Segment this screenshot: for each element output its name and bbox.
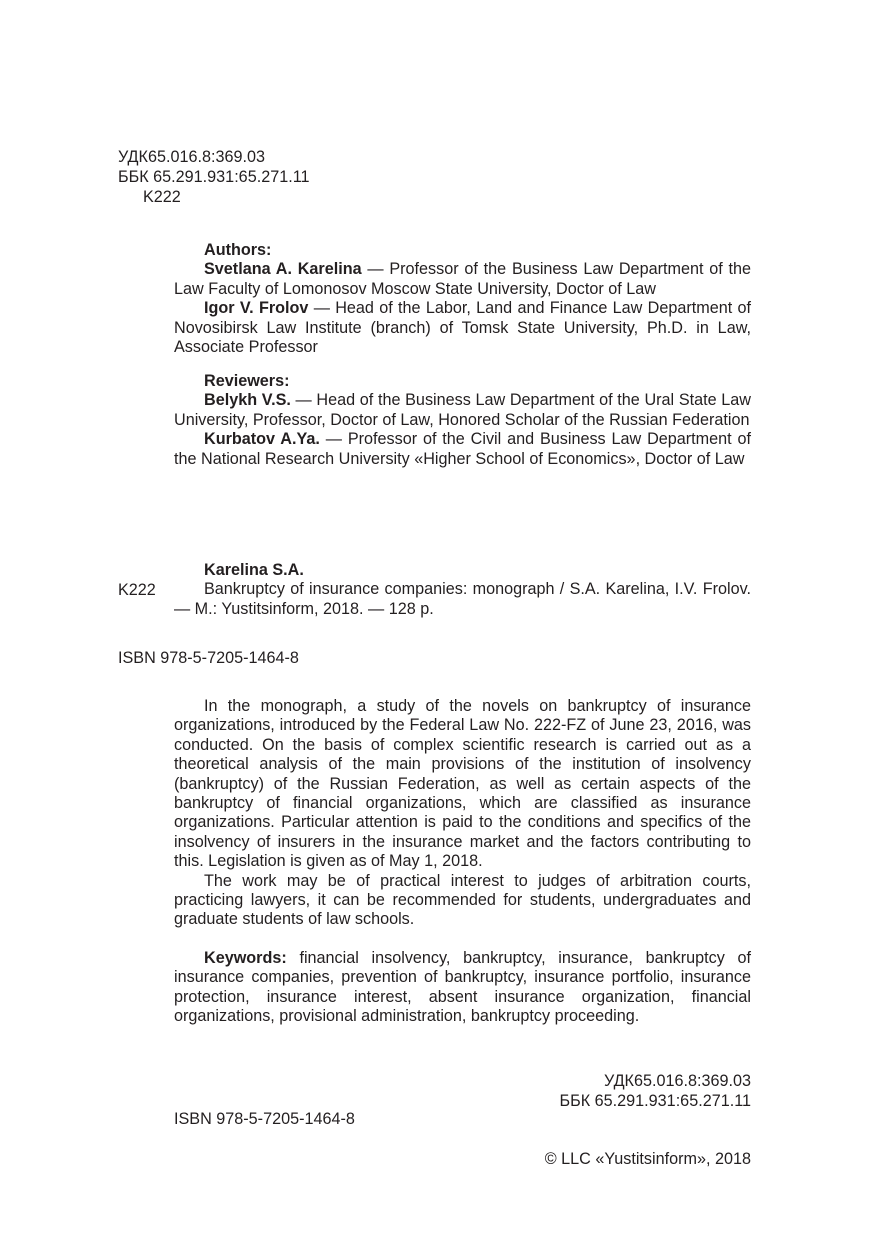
reviewer-name: Belykh V.S. — [204, 391, 291, 410]
abstract — [174, 697, 751, 930]
author-name: Igor V. Frolov — [204, 299, 309, 318]
footer-isbn: ISBN 978-5-7205-1464-8 — [174, 1110, 355, 1128]
footer-udk: УДК65.016.8:369.03 — [604, 1072, 751, 1090]
bib-code: K222 — [118, 581, 156, 599]
author-entry — [174, 260, 751, 299]
bib-author: Karelina S.A. — [204, 561, 304, 579]
reviewer-entry — [174, 391, 751, 430]
keywords-label: Keywords: — [204, 949, 287, 967]
author-code: K222 — [143, 188, 181, 206]
abstract-paragraph: The work may be of practical interest to judges of arbitration courts, practicing lawyers, it can be recommended for students, undergraduates and graduate students of law schools. — [174, 871, 751, 929]
reviewer-name: Kurbatov A.Ya. — [204, 430, 320, 449]
reviewer-description: — Head of the Business Law Department of the Ural State Law University, Professor, Doctor of Law, Honored Scholar of the Russian Federation — [174, 391, 751, 429]
isbn: ISBN 978-5-7205-1464-8 — [118, 649, 299, 667]
reviewer-description: — Professor of the Civil and Business Law Department of the National Research University «Higher School of Economics», Doctor of Law — [174, 430, 751, 468]
author-description: — Professor of the Business Law Department of the Law Faculty of Lomonosov Moscow State University, Doctor of Law — [174, 260, 751, 298]
copyright: © LLC «Yustitsinform», 2018 — [544, 1150, 751, 1168]
abstract-paragraph: In the monograph, a study of the novels on bankruptcy of insurance organizations, introduced by the Federal Law No. 222-FZ of June 23, 2016, was conducted. On the basis of complex scientific research is carried out as a theoretical analysis of the main provisions of the institution of insolvency (bankruptcy) of the Russian Federation, as well as certain aspects of the bankruptcy of financial organizations, which are classified as insurance organizations. Particular attention is paid to the conditions and specifics of the insolvency of insurers in the insurance market and the factors contributing to this. Legislation is given as of May 1, 2018. — [174, 697, 751, 871]
reviewer-entry — [174, 430, 751, 469]
authors-section — [174, 241, 751, 357]
author-description: — Head of the Labor, Land and Finance Law Department of Novosibirsk Law Institute (branch) of Tomsk State University, Ph.D. in Law, Associate Professor — [174, 299, 752, 357]
bib-citation: Bankruptcy of insurance companies: monograph / S.A. Karelina, I.V. Frolov. — M.: Yustitsinform, 2018. — 128 p. — [174, 580, 751, 618]
udk-code: УДК65.016.8:369.03 — [118, 148, 265, 166]
reviewers-heading: Reviewers: — [204, 372, 290, 390]
reviewers-section — [174, 372, 751, 469]
author-name: Svetlana A. Karelina — [204, 260, 362, 279]
bibliographic-record — [174, 561, 751, 619]
authors-heading: Authors: — [204, 241, 272, 259]
footer-bbk: ББК 65.291.931:65.271.11 — [559, 1092, 751, 1110]
keywords-text: financial insolvency, bankruptcy, insurance, bankruptcy of insurance companies, prevention of bankruptcy, insurance portfolio, insurance protection, insurance interest, absent insurance organization, financial organizations, provisional administration, bankruptcy proceeding. — [174, 949, 751, 1026]
bbk-code: ББК 65.291.931:65.271.11 — [118, 168, 310, 186]
author-entry — [174, 299, 751, 357]
keywords — [174, 949, 751, 1027]
